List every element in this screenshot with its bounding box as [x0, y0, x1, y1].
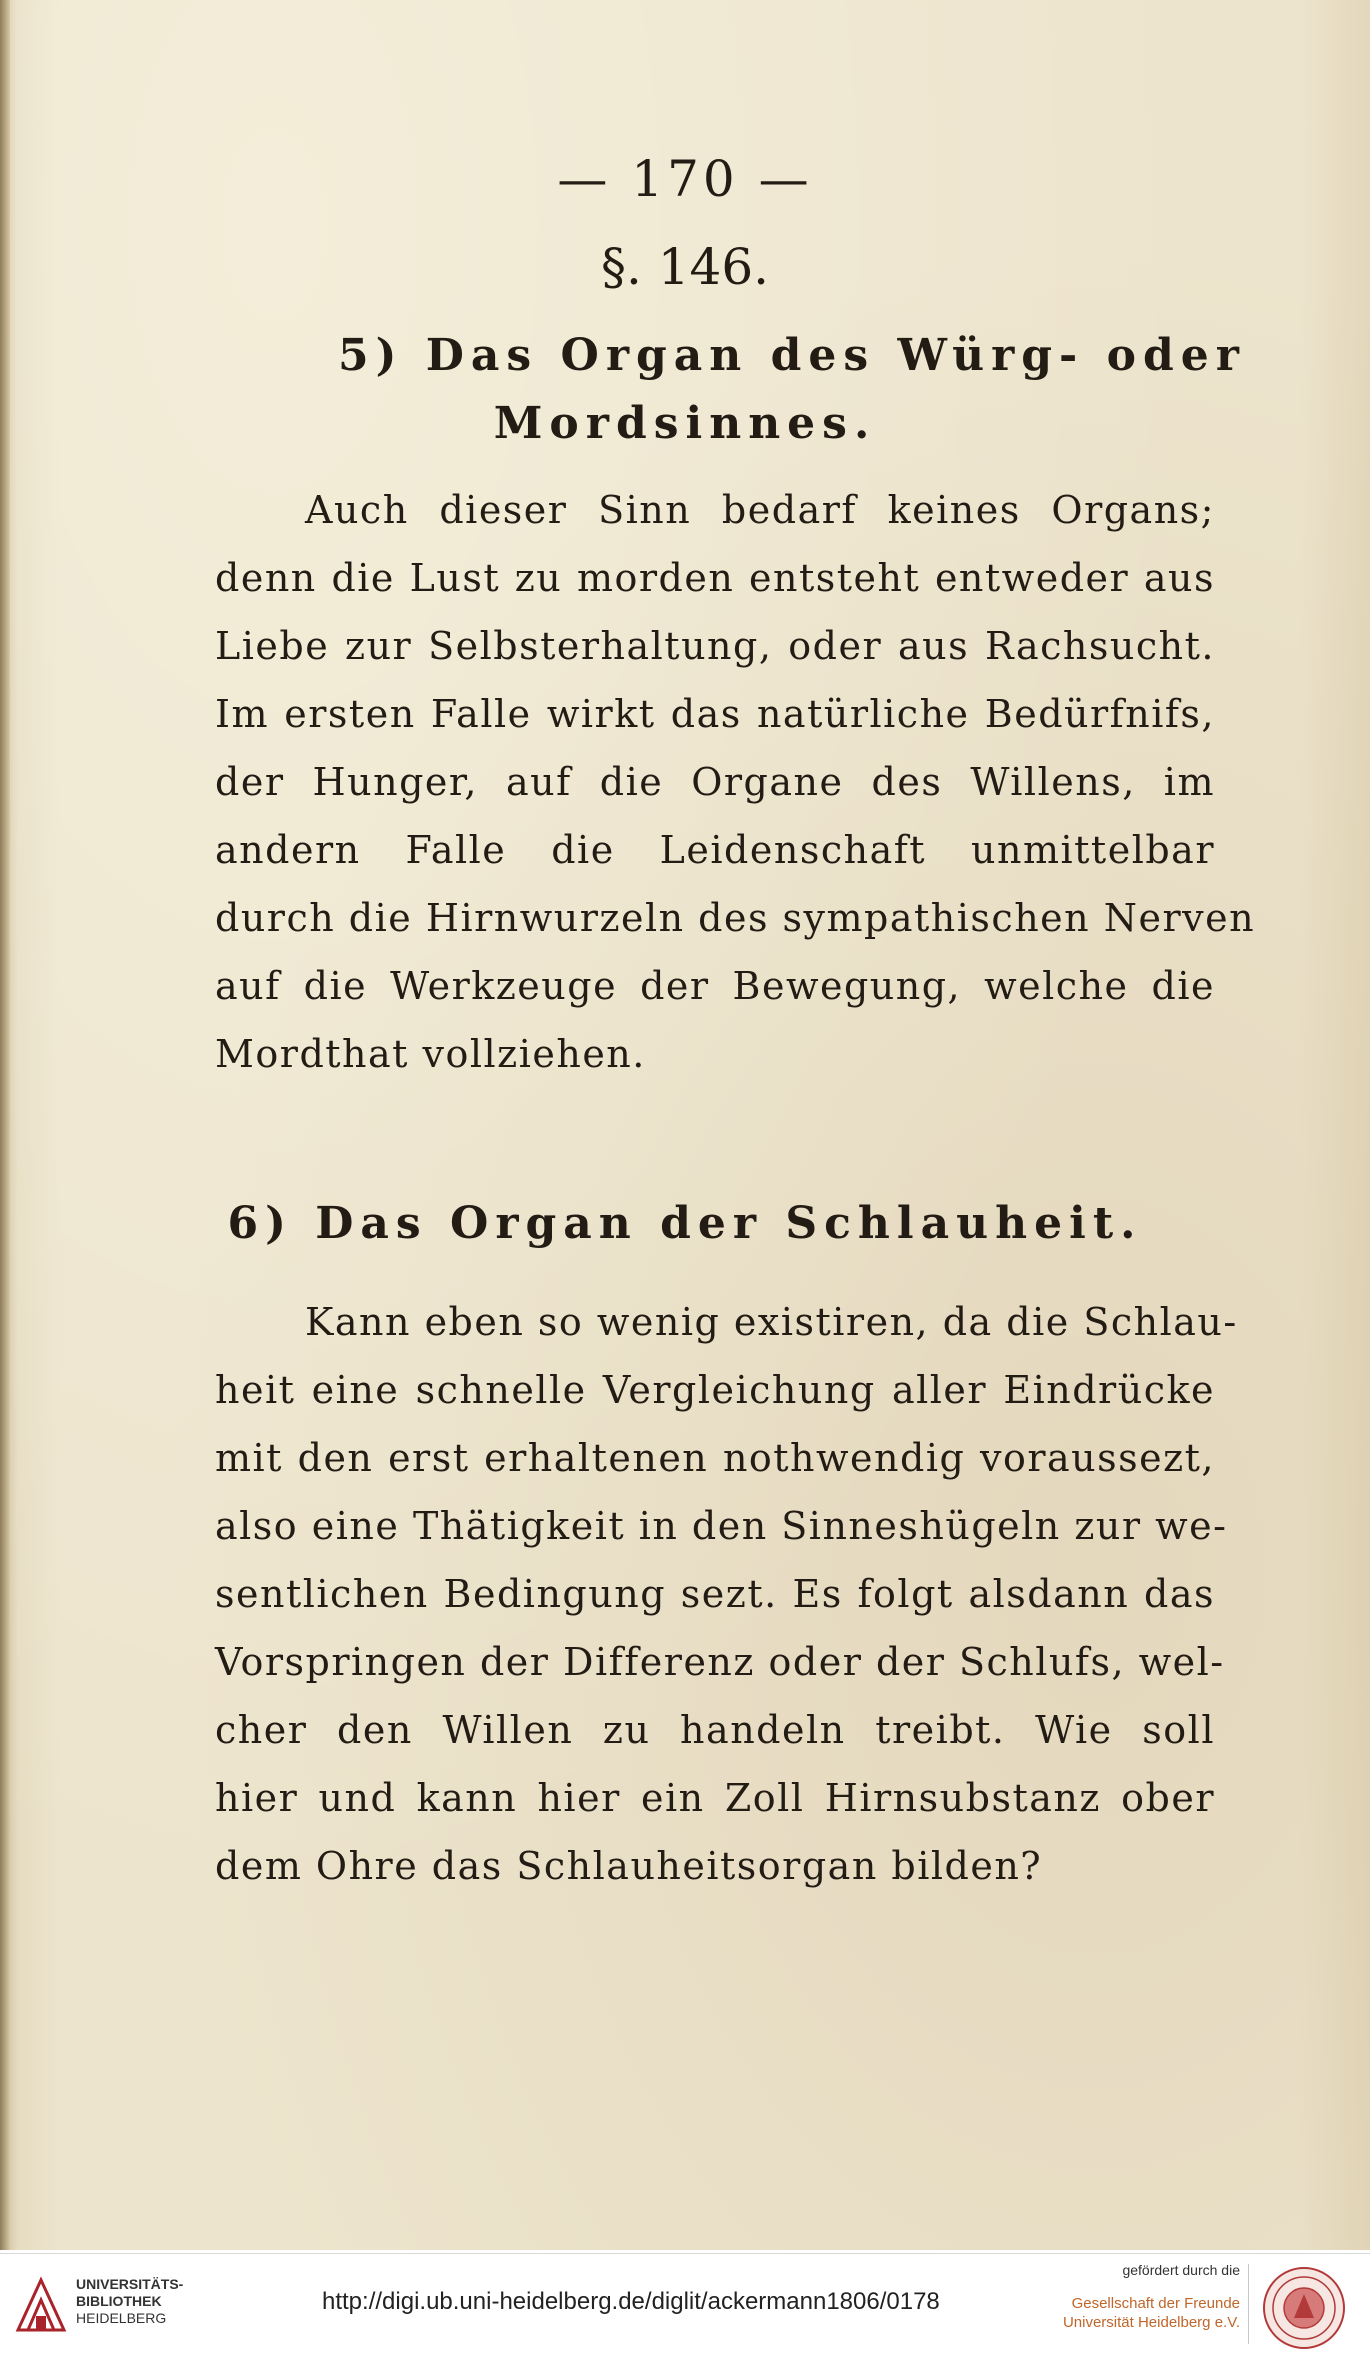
- paragraph-2-line: hier und kann hier ein Zoll Hirnsubstanz ober: [215, 1776, 1215, 1820]
- section-heading-1-line-2: Mordsinnes.: [493, 398, 877, 449]
- paragraph-1-line: Im ersten Falle wirkt das natürliche Bedürfnifs,: [215, 692, 1215, 736]
- library-name-line-1: UNIVERSITÄTS-: [76, 2276, 184, 2292]
- library-name: [76, 2276, 183, 2327]
- paragraph-1-line: Liebe zur Selbsterhaltung, oder aus Rachsucht.: [215, 624, 1215, 668]
- paragraph-2-line: Vorspringen der Differenz oder der Schlufs, wel-: [215, 1640, 1225, 1684]
- paragraph-2-line: Kann eben so wenig existiren, da die Schlau-: [305, 1300, 1238, 1344]
- section-heading-1-line-1: 5) Das Organ des Würg- oder: [338, 330, 1246, 381]
- paragraph-1-line: auf die Werkzeuge der Bewegung, welche die: [215, 964, 1215, 1008]
- section-heading-2: 6) Das Organ der Schlauheit.: [227, 1198, 1143, 1249]
- paragraph-2-line: dem Ohre das Schlauheitsorgan bilden?: [215, 1844, 1043, 1888]
- paragraph-2-line: also eine Thätigkeit in den Sinneshügeln zur we-: [215, 1504, 1228, 1548]
- page-number: — 170 —: [557, 150, 813, 208]
- digitization-footer: [0, 2253, 1370, 2354]
- sponsor-name-line-1: Gesellschaft der Freunde: [1071, 2295, 1240, 2312]
- paragraph-1-line: der Hunger, auf die Organe des Willens, im: [215, 760, 1215, 804]
- paragraph-2-line: heit eine schnelle Vergleichung aller Eindrücke: [215, 1368, 1215, 1412]
- library-name-line-2: BIBLIOTHEK: [76, 2293, 162, 2309]
- paragraph-2-line: cher den Willen zu handeln treibt. Wie soll: [215, 1708, 1215, 1752]
- library-name-line-3: HEIDELBERG: [76, 2310, 167, 2326]
- permalink-url[interactable]: http://digi.ub.uni-heidelberg.de/diglit/ackermann1806/0178: [322, 2288, 940, 2315]
- university-seal-icon: [1262, 2266, 1346, 2350]
- sponsor-credit: [1040, 2262, 1240, 2332]
- sponsor-name-line-2: Universität Heidelberg e.V.: [1062, 2314, 1240, 2331]
- paragraph-1-line: Auch dieser Sinn bedarf keines Organs;: [305, 488, 1215, 532]
- paragraph-2-line: sentlichen Bedingung sezt. Es folgt alsdann das: [215, 1572, 1215, 1616]
- paragraph-2-line: mit den erst erhaltenen nothwendig voraussezt,: [215, 1436, 1215, 1480]
- section-marker: §. 146.: [600, 238, 770, 296]
- paragraph-1-line: andern Falle die Leidenschaft unmittelbar: [215, 828, 1215, 872]
- paragraph-1-line: denn die Lust zu morden entsteht entweder aus: [215, 556, 1215, 600]
- page-spine-shadow: [0, 0, 10, 2250]
- sponsored-by-label: gefördert durch die: [1122, 2262, 1240, 2278]
- university-library-logo-icon: [14, 2276, 68, 2334]
- footer-divider: [1248, 2264, 1249, 2344]
- paragraph-1-line: Mordthat vollziehen.: [215, 1032, 646, 1076]
- paragraph-1-line: durch die Hirnwurzeln des sympathischen Nerven: [215, 896, 1256, 940]
